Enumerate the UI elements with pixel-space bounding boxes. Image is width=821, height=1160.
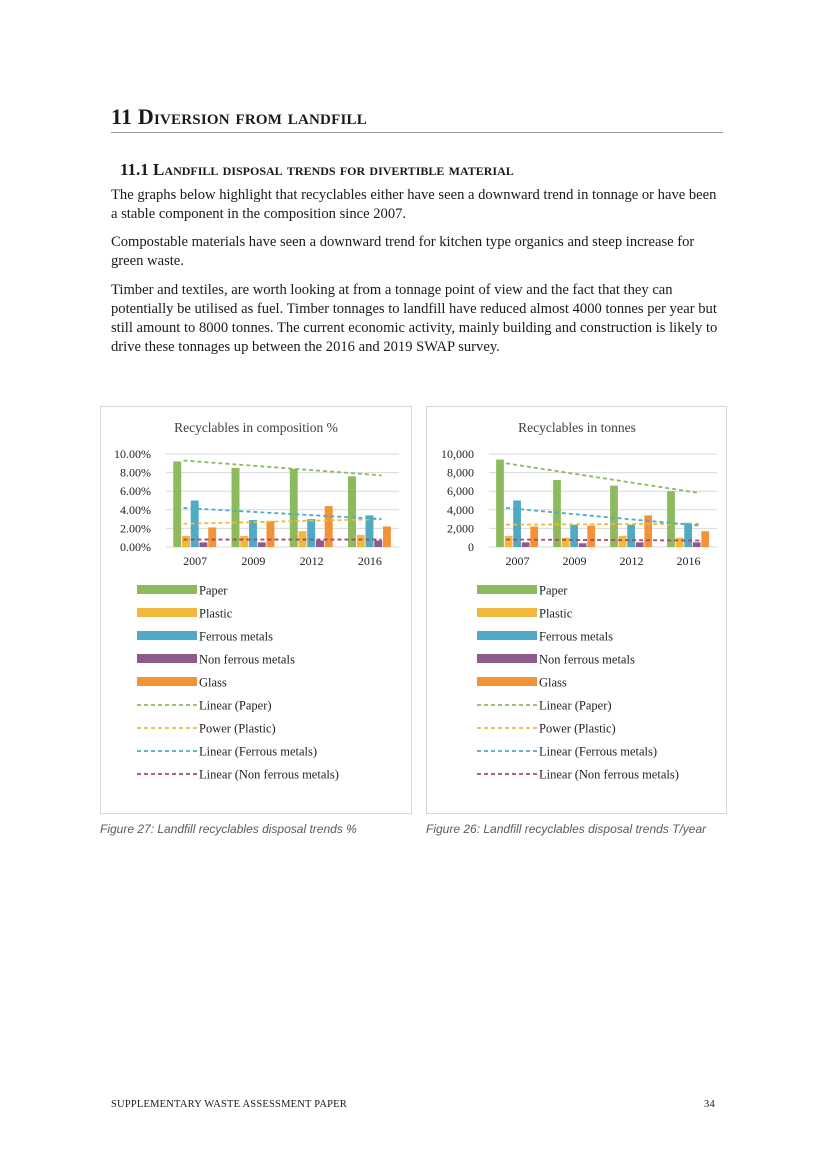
heading-rule (111, 132, 723, 133)
figure-caption-26: Figure 26: Landfill recyclables disposal trends T/year (426, 822, 707, 836)
bar-non-ferrous-metals (374, 540, 382, 547)
x-tick-label: 2009 (241, 554, 266, 568)
bar-plastic (357, 535, 365, 547)
legend-label: Paper (539, 583, 568, 598)
legend-swatch-glass (477, 677, 537, 686)
bar-ferrous-metals (684, 523, 692, 547)
legend-swatch-paper (477, 585, 537, 594)
bar-non-ferrous-metals (316, 540, 324, 547)
bar-glass (701, 531, 709, 547)
legend-label: Non ferrous metals (199, 652, 295, 667)
bar-plastic (182, 536, 190, 547)
y-tick-label: 2,000 (447, 521, 474, 536)
chart-title: Recyclables in composition % (174, 420, 338, 435)
y-tick-label: 6,000 (447, 484, 474, 499)
chart-composition-svg (101, 407, 411, 813)
bar-non-ferrous-metals (579, 543, 587, 547)
y-tick-label: 0.00% (120, 540, 151, 554)
bar-non-ferrous-metals (199, 542, 207, 547)
legend-label: Glass (199, 675, 227, 690)
figure-caption-27: Figure 27: Landfill recyclables disposal trends % (100, 822, 357, 836)
x-tick-label: 2016 (676, 554, 701, 568)
y-tick-label: 0 (468, 540, 474, 554)
bar-glass (383, 527, 391, 547)
legend-label: Linear (Ferrous metals) (539, 744, 658, 759)
bar-non-ferrous-metals (258, 542, 266, 547)
legend-label: Power (Plastic) (199, 721, 276, 736)
x-tick-label: 2012 (619, 554, 644, 568)
y-tick-label: 4.00% (120, 502, 151, 517)
legend-swatch-ferrous-metals (137, 631, 197, 640)
paragraph-1: The graphs below highlight that recyclables either have seen a downward trend in tonnage or have been a stable component in the composition since 2007. (111, 187, 717, 222)
bar-ferrous-metals (627, 525, 635, 547)
y-tick-label: 2.00% (120, 521, 151, 536)
legend-label: Linear (Non ferrous metals) (199, 767, 339, 782)
bar-paper (667, 491, 675, 547)
legend-swatch-plastic (477, 608, 537, 617)
y-tick-label: 8,000 (447, 465, 474, 480)
bar-plastic (240, 536, 248, 547)
bar-glass (266, 521, 274, 547)
paragraph-2: Compostable materials have seen a downward trend for kitchen type organics and steep increase for green waste. (111, 234, 695, 269)
x-tick-label: 2016 (357, 554, 382, 568)
bar-paper (348, 476, 356, 547)
bar-paper (496, 460, 504, 547)
bar-ferrous-metals (249, 520, 257, 547)
y-tick-label: 10.00% (114, 447, 151, 461)
legend-label: Linear (Ferrous metals) (199, 744, 318, 759)
bar-paper (610, 486, 618, 547)
footer-title: SUPPLEMENTARY WASTE ASSESSMENT PAPER (111, 1099, 347, 1110)
legend-swatch-paper (137, 585, 197, 594)
bar-glass (208, 527, 216, 547)
bar-glass (530, 527, 538, 547)
bar-plastic (676, 538, 684, 547)
bar-non-ferrous-metals (522, 542, 530, 547)
paragraph-3: Timber and textiles, are worth looking at from a tonnage point of view and the fact that they can potentially be utilised as fuel. Timber tonnages to landfill have reduced almost 4000 tonnes per year but still amount to 8000 tonnes. The current economic activity, mainly building and construction is likely to drive these tonnages up between the 2016 and 2019 SWAP survey. (111, 282, 718, 355)
subsection-heading: 11.1 Landfill disposal trends for divertible material (120, 160, 514, 179)
page-number: 34 (704, 1099, 715, 1110)
bar-ferrous-metals (307, 519, 315, 547)
chart-tonnes-svg (427, 407, 726, 813)
legend-swatch-non-ferrous-metals (477, 654, 537, 663)
legend-label: Non ferrous metals (539, 652, 635, 667)
trendline-linear-paper (183, 461, 381, 476)
legend-label: Ferrous metals (199, 629, 273, 644)
y-tick-label: 10,000 (441, 447, 474, 461)
legend-label: Ferrous metals (539, 629, 613, 644)
legend-swatch-ferrous-metals (477, 631, 537, 640)
bar-paper (553, 480, 561, 547)
legend-swatch-plastic (137, 608, 197, 617)
chart-title: Recyclables in tonnes (518, 420, 636, 435)
bar-glass (325, 506, 333, 547)
legend-label: Linear (Paper) (539, 698, 612, 713)
bar-paper (290, 469, 298, 547)
legend-label: Glass (539, 675, 567, 690)
legend-label: Plastic (539, 606, 573, 621)
bar-glass (587, 526, 595, 547)
legend-label: Power (Plastic) (539, 721, 616, 736)
legend-label: Linear (Paper) (199, 698, 272, 713)
y-tick-label: 8.00% (120, 465, 151, 480)
legend-label: Paper (199, 583, 228, 598)
legend-label: Plastic (199, 606, 233, 621)
trendline-power-plastic (506, 524, 700, 525)
x-tick-label: 2007 (505, 554, 530, 568)
section-heading: 11 Diversion from landfill (111, 104, 367, 129)
x-tick-label: 2012 (299, 554, 324, 568)
bar-non-ferrous-metals (636, 542, 644, 547)
trendline-linear-paper (506, 463, 700, 493)
legend-label: Linear (Non ferrous metals) (539, 767, 679, 782)
legend-swatch-non-ferrous-metals (137, 654, 197, 663)
y-tick-label: 4,000 (447, 502, 474, 517)
chart-composition (100, 406, 412, 814)
x-tick-label: 2007 (183, 554, 208, 568)
bar-paper (232, 468, 240, 547)
chart-tonnes (426, 406, 727, 814)
bar-ferrous-metals (570, 525, 578, 547)
bar-non-ferrous-metals (693, 542, 701, 547)
bar-plastic (505, 536, 513, 547)
legend-swatch-glass (137, 677, 197, 686)
x-tick-label: 2009 (562, 554, 587, 568)
bar-plastic (619, 536, 627, 547)
trendline-linear-non-ferrous-metals (506, 540, 700, 541)
y-tick-label: 6.00% (120, 484, 151, 499)
bar-paper (173, 461, 181, 547)
